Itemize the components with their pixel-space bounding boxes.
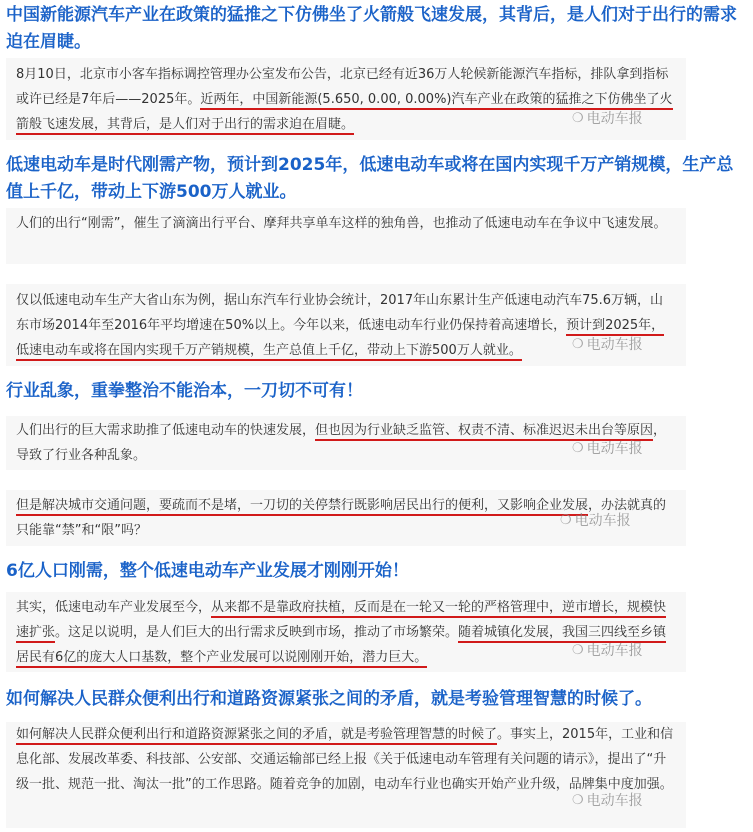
section-5-text-tail: 。事实上，2015年，工业和信息化部、发展改革委、科技部、公安部、交通运输部已经上报《关于低速电动车管理有关问题的请示》，提出了“升级一批、规范一批、淘汰一批”的工作思路。随着竞争的加剧，电动车行业也确实开始产业升级，品牌集中度加强。 bbox=[16, 727, 674, 792]
watermark: ❍ 电动车报 bbox=[560, 512, 631, 529]
section-4-text-c: 。这足以说明，是人们巨大的出行需求反映到市场，推动了市场繁荣。 bbox=[55, 625, 459, 640]
section-2-heading: 低速电动车是时代刚需产物，预计到2025年，低速电动车或将在国内实现千万产销规模，生产总值上千亿，带动上下游500万人就业。 bbox=[6, 155, 734, 202]
section-2-text: 仅以低速电动车生产大省山东为例，据山东汽车行业协会统计，2017年山东累计生产低速电动汽车75.6万辆，山东市场2014年至2016年平均增速在50%以上。今年以来，低速电动车行业仍保持着高速增长， bbox=[16, 293, 664, 333]
section-3-text: 人们出行的巨大需求助推了低速电动车的快速发展， bbox=[16, 423, 316, 438]
watermark: ❍ 电动车报 bbox=[572, 642, 643, 659]
watermark: ❍ 电动车报 bbox=[572, 792, 643, 809]
wechat-icon: ❍ bbox=[572, 792, 584, 808]
wechat-icon: ❍ bbox=[560, 512, 572, 528]
section-1-text: 8月10日，北京市小客车指标调控管理办公室发布公告，北京已经有近36万人轮候新能源汽车指标，排队拿到指标或许已经是7年后——2025年。 bbox=[16, 67, 669, 107]
watermark: ❍ 电动车报 bbox=[572, 110, 643, 127]
section-1-heading: 中国新能源汽车产业在政策的猛推之下仿佛坐了火箭般飞速发展，其背后，是人们对于出行的需求迫在眉睫。 bbox=[6, 5, 737, 52]
section-4-underlined-text-b: 从来都不是靠政府扶植，反而是在一轮又一轮的严格管理中，逆市增长，规模快速扩张 bbox=[16, 600, 666, 643]
wechat-icon: ❍ bbox=[572, 336, 584, 352]
wechat-icon: ❍ bbox=[572, 642, 584, 658]
section-5-quote bbox=[6, 722, 686, 828]
section-3-text-tail-2: ，办法就真的只能靠“禁”和“限”吗？ bbox=[16, 498, 667, 538]
watermark: ❍ 电动车报 bbox=[572, 440, 643, 457]
wechat-icon: ❍ bbox=[572, 440, 584, 456]
section-2-quote-1 bbox=[6, 208, 686, 264]
section-4-quote bbox=[6, 592, 686, 672]
section-3-underlined-text-2: 但是解决城市交通问题，要疏而不是堵，一刀切的关停禁行既影响居民出行的便利，又影响企业发展 bbox=[16, 498, 588, 516]
section-4-text-a: 其实，低速电动车产业发展至今， bbox=[16, 600, 212, 615]
section-3-text-tail: ，导致了行业各种乱象。 bbox=[16, 423, 667, 463]
section-5-underlined-text: 如何解决人民群众便利出行和道路资源紧张之间的矛盾，就是考验管理智慧的时候了 bbox=[16, 727, 497, 745]
wechat-icon: ❍ bbox=[572, 110, 584, 126]
section-4-underlined-text-d: 随着城镇化发展，我国三四线至乡镇居民有6亿的庞大人口基数，整个产业发展可以说刚刚开始，潜力巨大。 bbox=[16, 625, 666, 668]
section-2-paragraph-1: 人们的出行“刚需”，催生了滴滴出行平台、摩拜共享单车这样的独角兽，也推动了低速电动车在争议中飞速发展。 bbox=[16, 216, 667, 231]
section-5-heading: 如何解决人民群众便利出行和道路资源紧张之间的矛盾，就是考验管理智慧的时候了。 bbox=[6, 689, 652, 709]
watermark: ❍ 电动车报 bbox=[572, 336, 643, 353]
section-3-heading: 行业乱象，重拳整治不能治本，一刀切不可有！ bbox=[6, 381, 363, 401]
section-1-underlined-text: 近两年，中国新能源(5.650, 0.00, 0.00%)汽车产业在政策的猛推之下仿佛坐了火箭般飞速发展，其背后，是人们对于出行的需求迫在眉睫。 bbox=[16, 92, 673, 135]
section-2-underlined-text: 预计到2025年，低速电动车或将在国内实现千万产销规模，生产总值上千亿，带动上下游500万人就业。 bbox=[16, 318, 664, 361]
section-4-heading: 6亿人口刚需，整个低速电动车产业发展才刚刚开始！ bbox=[6, 561, 409, 581]
section-3-underlined-text: 但也因为行业缺乏监管、权责不清、标准迟迟未出台等原因 bbox=[315, 423, 653, 441]
section-5-paragraph bbox=[16, 722, 676, 797]
